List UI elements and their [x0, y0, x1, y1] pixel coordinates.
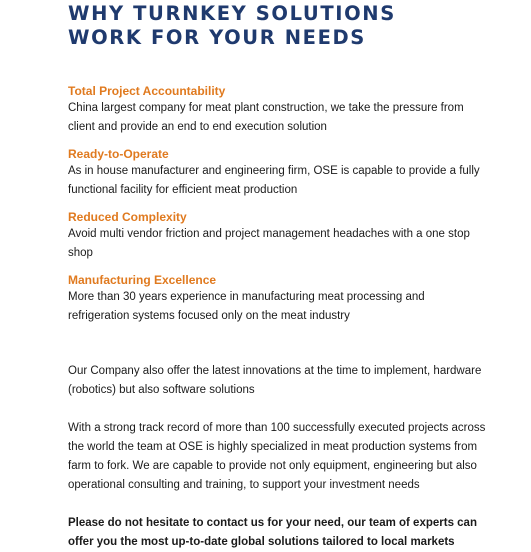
- feature-title: Reduced Complexity: [68, 210, 187, 224]
- feature-item-ready-to-operate: [68, 146, 488, 200]
- feature-item-manufacturing-excellence: [68, 272, 488, 326]
- page-heading: [68, 0, 488, 50]
- heading-line-2: WORK FOR YOUR NEEDS: [68, 26, 366, 49]
- feature-description: More than 30 years experience in manufacturing meat processing and refrigeration systems focused only on the meat industry: [68, 291, 425, 322]
- track-record-paragraph: With a strong track record of more than 100 successfully executed projects across the world the team at OSE is highly specialized in meat production systems from farm to fork. We are capable to provide not only equipment, engineering but also operational consulting and training, to support your investment needs: [68, 422, 486, 491]
- feature-title: Ready-to-Operate: [68, 147, 169, 161]
- contact-paragraph: Please do not hesitate to contact us for your need, our team of experts can offer you the most up-to-date global solutions tailored to local markets: [68, 517, 477, 548]
- heading-line-1: WHY TURNKEY SOLUTIONS: [68, 2, 396, 25]
- document-page: [68, 0, 488, 552]
- feature-item-accountability: [68, 83, 488, 137]
- innovation-paragraph: Our Company also offer the latest innovations at the time to implement, hardware (robotics) but also software solutions: [68, 365, 482, 396]
- feature-item-reduced-complexity: [68, 209, 488, 263]
- feature-title: Manufacturing Excellence: [68, 273, 217, 287]
- feature-description: China largest company for meat plant construction, we take the pressure from client and provide an end to end execution solution: [68, 102, 464, 133]
- feature-description: As in house manufacturer and engineering firm, OSE is capable to provide a fully functional facility for efficient meat production: [68, 165, 480, 196]
- feature-list: [68, 83, 488, 326]
- feature-title: Total Project Accountability: [68, 84, 226, 98]
- feature-description: Avoid multi vendor friction and project management headaches with a one stop shop: [68, 228, 470, 259]
